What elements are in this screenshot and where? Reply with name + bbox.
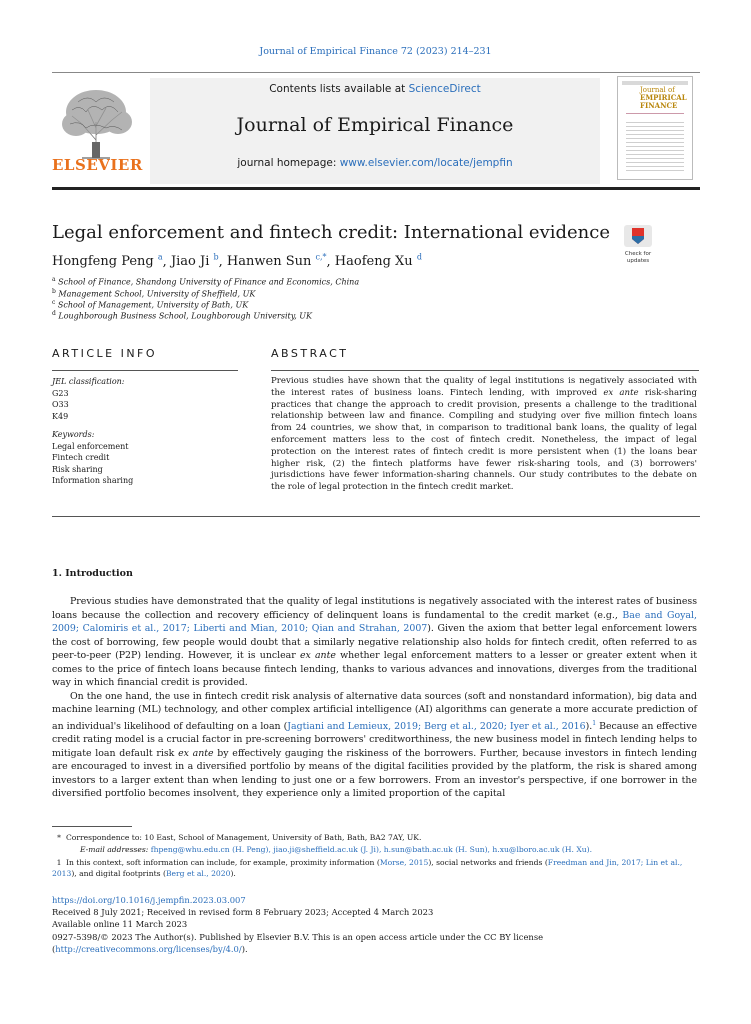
check-for-updates-badge[interactable]	[620, 225, 656, 263]
article-title: Legal enforcement and fintech credit: International evidence	[52, 222, 610, 243]
header-top-rule	[52, 72, 700, 73]
cover-title	[640, 86, 688, 110]
author-name: Jiao Ji	[170, 254, 210, 270]
info-spacer	[52, 422, 238, 429]
text-run: On the one hand, the use in fintech credit risk analysis of alternative data sources (soft and nonstandard information), big data and machine learning (ML) technology, and other complex artificial intelligence (AI) algorithms can generate a more accurate prediction of an individual's likelihood of defaulting on a loan (	[52, 690, 697, 732]
license-paren: (	[52, 943, 56, 954]
correspondence-footnote	[52, 832, 697, 843]
check-for-updates-icon	[620, 225, 656, 247]
keyword: Information sharing	[52, 476, 134, 485]
affiliation-sup: a	[52, 276, 56, 283]
affiliation	[52, 276, 652, 287]
jel-code: K49	[52, 411, 69, 421]
affiliation-text: School of Management, University of Bath, UK	[57, 300, 249, 310]
emphasis: ex ante	[299, 650, 336, 661]
introduction-body	[52, 595, 697, 801]
footnote-text: ), and digital footprints (	[71, 869, 166, 878]
license-paren: ).	[241, 943, 248, 954]
affiliation-sup: b	[52, 288, 56, 295]
text-run: Because an effective credit rating model is a crucial factor in pre-screening borrowers' creditworthiness, the new business model in fintech lending helps to mitigate loan default risk	[52, 720, 697, 759]
footnote-text: ).	[230, 869, 236, 878]
badge-text-line: updates	[626, 257, 650, 264]
affiliation-marker[interactable]: a	[157, 253, 163, 262]
affiliation-text: School of Finance, Shandong University of Finance and Economics, China	[58, 277, 360, 287]
affiliation-marker[interactable]: b	[213, 253, 219, 262]
author[interactable]	[335, 254, 422, 269]
abstract-heading: ABSTRACT	[271, 347, 349, 360]
cover-rule	[626, 113, 684, 114]
text-run: ). Given the axiom that better legal enforcement lowers the cost of borrowing, few people would doubt that a similarly negative relationship also holds for fintech credit, often referred to as peer-to-peer (P2P) lending. However, it is unclear	[52, 623, 697, 661]
footnote-text: Correspondence to: 10 East, School of Management, University of Bath, Bath, BA2 7AY, UK.	[66, 833, 422, 842]
cover-top-band	[622, 81, 688, 85]
author-name: Haofeng Xu	[334, 254, 413, 270]
paragraph	[52, 595, 697, 690]
sciencedirect-link[interactable]: ScienceDirect	[408, 83, 481, 95]
citation-link[interactable]: Jagtiani and Lemieux, 2019; Berg et al., 2020; Iyer et al., 2016	[287, 720, 586, 732]
badge-text-line: Check for	[624, 251, 652, 257]
citation-link[interactable]: Bae and Goyal, 2009; Calomiris et al., 2017; Liberti and Mian, 2010; Qian and Strahan, 2007	[52, 609, 697, 634]
article-metadata	[52, 894, 697, 955]
jel-code: G23	[52, 388, 69, 398]
jel-code: O33	[52, 400, 69, 409]
cover-title-line: FINANCE	[640, 101, 678, 110]
author-separator: ,	[218, 254, 227, 270]
keywords-label: Keywords:	[52, 430, 95, 439]
affiliation-text: Management School, University of Sheffield, UK	[58, 289, 256, 299]
citation-link[interactable]: Morse, 2015	[379, 858, 429, 867]
author[interactable]	[227, 254, 327, 269]
journal-title: Journal of Empirical Finance	[236, 114, 514, 136]
keyword: Risk sharing	[52, 464, 103, 474]
citation-link[interactable]: Freedman and Jin, 2017; Lin et al., 2013	[52, 858, 683, 878]
author-list	[52, 253, 612, 269]
email-footnote	[52, 844, 697, 855]
citation-link[interactable]: Berg et al., 2020	[165, 869, 231, 878]
text-run: whether legal enforcement matters to a lesser or greater extent when it comes to the price of fintech loans because fintech lending, thanks to various advances and innovations, diverges from the traditional way in which financial credit is provided.	[52, 650, 697, 688]
license-line	[52, 943, 697, 955]
author-name: Hongfeng Peng	[52, 254, 154, 270]
footnote-text: ), social networks and friends (	[428, 858, 548, 867]
text-run: Previous studies have demonstrated that the quality of legal institutions is negatively associated with the interest rates of business loans because the collection and recovery efficiency of delinquent loans is fundamental to the credit market (e.g.,	[52, 596, 697, 621]
affiliation-marker[interactable]: d	[416, 253, 422, 262]
affiliation	[52, 288, 652, 299]
badge-text	[620, 251, 656, 264]
footnote-1	[52, 857, 697, 879]
license-link[interactable]: http://creativecommons.org/licenses/by/4.0/	[55, 943, 242, 954]
text-run: ).	[585, 720, 593, 732]
text-run: by effectively gauging the riskiness of the borrowers. Further, because investors in fintech lending are encouraged to invest in a diversified portfolio by means of the digital facilities provided by the platform, the risk is shared among investors to a larger extent than when lending to just one or a few borrowers. From an investor's perspective, if one borrower in the diversified portfolio becomes insolvent, they experience only a limited proportion of the capital	[52, 747, 698, 800]
publisher-name: ELSEVIER	[52, 156, 143, 174]
paragraph	[52, 690, 697, 801]
footnote-marker[interactable]: 1	[592, 719, 597, 727]
section-heading-introduction: 1. Introduction	[52, 568, 133, 579]
cover-title-line: Journal of	[640, 86, 675, 94]
cover-title-line: EMPIRICAL	[640, 93, 687, 102]
emphasis: ex ante	[178, 747, 214, 759]
copyright-line: 0927-5398/© 2023 The Author(s). Published by Elsevier B.V. This is an open access article under the CC BY license	[52, 931, 544, 942]
header-bottom-rule	[52, 187, 700, 190]
abstract-rule	[271, 370, 699, 371]
footnote-rule	[52, 826, 132, 827]
abstract-emphasis: ex ante	[603, 387, 639, 398]
homepage-prefix: journal homepage:	[237, 157, 340, 169]
keyword: Legal enforcement	[52, 441, 129, 451]
homepage-link[interactable]: www.elsevier.com/locate/jempfin	[339, 157, 513, 169]
affiliation	[52, 310, 652, 321]
abstract-part: risk-sharing practices that change the approach to credit provision, presents a challenge to the traditional relationship between law and finance. Compiling and studying over five million fintech loans from 24 countries, we show that, in comparison to traditional bank loans, the quality of legal enforcement matters less to the cost of fintech credit. Nonetheless, the impact of legal protection on the interest rates of fintech credit is more persistent when (1) the loans bear higher risk, (2) the fintech platforms have fewer risk-sharing tools, and (3) borrowers' jurisdictions have fewer information-sharing channels. Our study contributes to the debate on the role of legal protection in the fintech credit market.	[271, 387, 698, 493]
email-label: E-mail addresses:	[80, 845, 149, 854]
affiliation-text: Loughborough Business School, Loughborough University, UK	[58, 311, 312, 321]
affiliation-sup: d	[52, 310, 56, 317]
footnote-mark: *	[57, 833, 61, 842]
journal-cover-thumbnail[interactable]	[617, 76, 693, 180]
abstract-text	[271, 376, 697, 494]
affiliation	[52, 299, 652, 310]
contents-prefix: Contents lists available at	[269, 83, 409, 95]
keyword: Fintech credit	[52, 453, 110, 462]
online-date: Available online 11 March 2023	[52, 919, 188, 930]
author-name: Hanwen Sun	[226, 254, 312, 270]
homepage-line	[150, 157, 600, 169]
author[interactable]	[52, 254, 163, 269]
jel-label: JEL classification:	[52, 377, 125, 386]
cover-text-lines	[626, 119, 684, 171]
journal-reference[interactable]: Journal of Empirical Finance 72 (2023) 214–231	[259, 46, 492, 57]
article-info-heading: ARTICLE INFO	[52, 347, 158, 360]
author-separator: ,	[326, 254, 335, 270]
author[interactable]	[171, 254, 219, 269]
abstract-part: Previous studies have shown that the quality of legal institutions is negatively associated with the interest rates of business loans. Fintech lending, with improved	[271, 376, 697, 398]
author-separator: ,	[162, 254, 171, 270]
contents-line	[150, 83, 600, 95]
footnote-mark: 1	[56, 858, 62, 867]
footnote-text: In this context, soft information can include, for example, proximity information (	[66, 858, 380, 867]
email-addresses[interactable]: fhpeng@whu.edu.cn (H. Peng), jiao.ji@sheffield.ac.uk (J. Ji), h.sun@bath.ac.uk (H. Sun), h.xu@lboro.ac.uk (H. Xu).	[150, 845, 592, 854]
article-info-rule	[52, 370, 238, 371]
abstract-bottom-rule	[52, 516, 700, 517]
affiliation-sup: c	[52, 299, 56, 306]
affiliation-marker[interactable]: c,*	[315, 253, 327, 262]
article-info-panel	[52, 376, 238, 487]
received-dates: Received 8 July 2021; Received in revised form 8 February 2023; Accepted 4 March 2023	[52, 907, 434, 918]
doi-link[interactable]: https://doi.org/10.1016/j.jempfin.2023.03.007	[52, 895, 246, 905]
